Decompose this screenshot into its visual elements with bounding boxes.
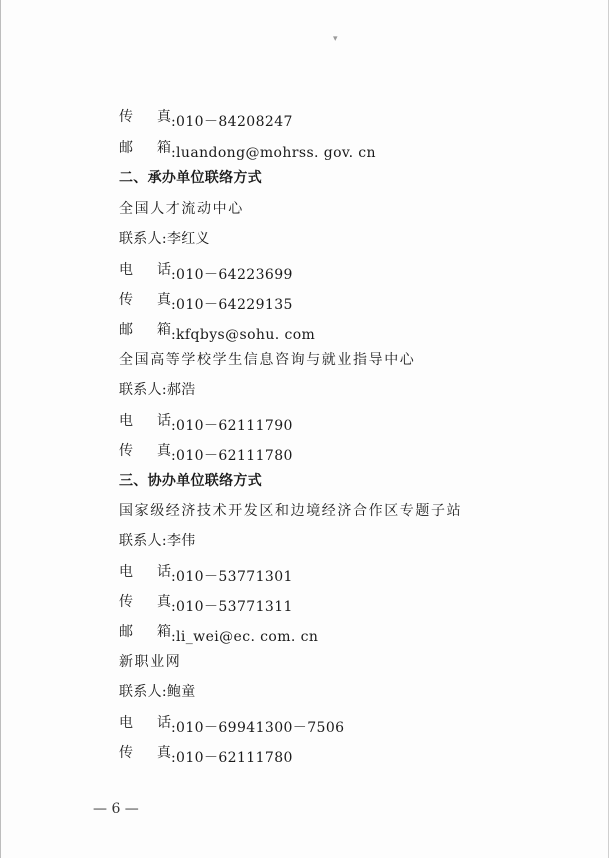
email-label-char-1: 邮 [119,140,133,156]
colon: : [171,145,177,161]
phone-value: 010－53771301 [176,569,293,585]
fax-label-char-2: 真 [157,292,171,308]
phone-label-char-1: 电 [119,564,133,580]
phone-label-char-2: 话 [157,413,171,429]
phone-value: 010－62111790 [176,418,293,434]
contact-person: 鲍童 [166,684,196,700]
contact-label: 联系人 [119,382,162,398]
fax-label-char-1: 传 [119,745,133,761]
phone-label-char-2: 话 [157,564,171,580]
colon: : [171,629,177,645]
fax-value: 010－62111780 [176,750,293,766]
phone-value: 010－64223699 [176,267,293,283]
fax-label-char-2: 真 [157,443,171,459]
email-line [119,623,318,646]
fax-label-char-1: 传 [119,594,133,610]
colon: : [171,297,177,313]
page-number: — 6 — [93,801,139,817]
fax-value: 010－84208247 [176,114,293,130]
scan-mark: ▾ [333,34,338,44]
colon: : [171,448,177,464]
contact-person: 李伟 [166,533,196,549]
contact-line [119,230,210,248]
phone-label-char-2: 话 [157,715,171,731]
email-line [119,321,315,344]
fax-label-char-1: 传 [119,109,133,125]
organization-name: 全国高等学校学生信息咨询与就业指导中心 [119,352,416,368]
phone-line [119,714,344,737]
organization-name: 新职业网 [119,654,182,670]
contact-line [119,532,196,550]
phone-line [119,563,293,586]
top-email-line [119,139,376,162]
email-label-char-2: 箱 [157,322,171,338]
fax-label-char-1: 传 [119,292,133,308]
colon: : [171,750,177,766]
email-value: luandong@mohrss. gov. cn [176,145,376,161]
phone-value: 010－69941300－7506 [176,720,345,736]
fax-line [119,442,293,465]
fax-label-char-2: 真 [157,745,171,761]
contact-person: 李红义 [166,231,210,247]
colon: : [171,267,177,283]
colon: : [161,382,167,398]
colon: : [171,327,177,343]
phone-line [119,261,293,284]
fax-value: 010－64229135 [176,297,293,313]
fax-label-char-2: 真 [157,594,171,610]
contact-label: 联系人 [119,231,162,247]
email-value: li_wei@ec. com. cn [176,629,319,645]
colon: : [161,533,167,549]
fax-line [119,744,293,767]
phone-label-char-1: 电 [119,413,133,429]
colon: : [171,599,177,615]
fax-label-char-1: 传 [119,443,133,459]
colon: : [171,114,177,130]
contact-label: 联系人 [119,684,162,700]
colon: : [171,569,177,585]
organization-name: 国家级经济技术开发区和边境经济合作区专题子站 [119,503,463,519]
email-label-char-1: 邮 [119,624,133,640]
fax-label-char-2: 真 [157,109,171,125]
phone-label-char-1: 电 [119,262,133,278]
colon: : [171,418,177,434]
top-fax-line [119,108,293,131]
contact-label: 联系人 [119,533,162,549]
phone-line [119,412,293,435]
section-3-heading: 三、协办单位联络方式 [119,473,262,489]
email-label-char-2: 箱 [157,624,171,640]
fax-value: 010－53771311 [176,599,293,615]
phone-label-char-1: 电 [119,715,133,731]
contact-line [119,381,196,399]
fax-line [119,593,293,616]
section-2-heading: 二、承办单位联络方式 [119,170,262,186]
colon: : [161,231,167,247]
phone-label-char-2: 话 [157,262,171,278]
colon: : [171,720,177,736]
fax-line [119,291,293,314]
email-label-char-1: 邮 [119,322,133,338]
email-value: kfqbys@sohu. com [176,327,316,343]
contact-line [119,683,196,701]
email-label-char-2: 箱 [157,140,171,156]
colon: : [161,684,167,700]
organization-name: 全国人才流动中心 [119,201,244,217]
contact-person: 郝浩 [166,382,196,398]
fax-value: 010－62111780 [176,448,293,464]
